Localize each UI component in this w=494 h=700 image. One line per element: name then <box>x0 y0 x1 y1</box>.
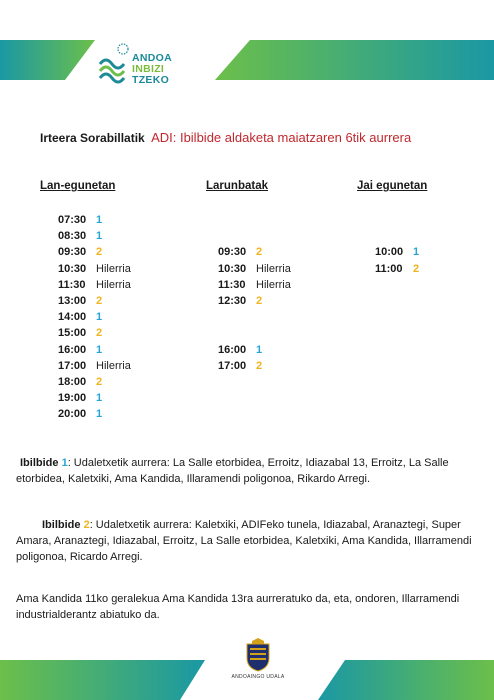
departure-time: 17:00 <box>58 359 87 372</box>
route-marker: 1 <box>413 246 420 259</box>
schedule-row <box>58 212 131 228</box>
departure-time: 13:00 <box>58 294 87 307</box>
schedule-row <box>58 406 131 422</box>
departure-time: 11:30 <box>218 278 246 291</box>
departure-time: 10:30 <box>218 262 247 275</box>
schedule-row <box>58 342 131 358</box>
top-decorative-band <box>0 40 494 80</box>
schedule-row <box>218 244 291 260</box>
departure-time: 09:30 <box>58 246 87 259</box>
schedule-row <box>58 309 131 325</box>
schedule-row <box>218 261 291 277</box>
logo-wordmark <box>132 53 172 86</box>
schedule-row <box>218 342 291 358</box>
route-marker: Hilerria <box>96 262 131 275</box>
schedule-row <box>218 358 291 374</box>
route-marker: 1 <box>96 343 103 356</box>
weekdays-header: Lan-egunetan <box>40 180 116 192</box>
departure-time: 18:00 <box>58 375 87 388</box>
schedule-row <box>218 293 291 309</box>
route-change-notice: ADI: Ibilbide aldaketa maiatzaren 6tik aurrera <box>151 130 412 145</box>
departure-time: 12:30 <box>218 294 247 307</box>
departure-time: 11:00 <box>375 262 403 275</box>
departure-time: 07:30 <box>58 214 87 226</box>
departure-time: 19:00 <box>58 392 87 405</box>
departure-time: 11:30 <box>58 278 86 291</box>
route-marker: 2 <box>96 375 103 388</box>
route-marker: 1 <box>256 343 263 356</box>
schedule-row <box>375 261 419 277</box>
holidays-schedule <box>375 244 419 276</box>
route-marker: 1 <box>96 214 103 226</box>
schedule-row <box>58 277 131 293</box>
route-marker: 2 <box>256 246 263 259</box>
route-marker: 2 <box>256 294 263 307</box>
route-2-text: : Udaletxetik aurrera: Kaletxiki, ADIFeko tunela, Idiazabal, Aranaztegi, Super Amara, Aranaztegi, Idiazabal, Erroitz, La Salle etorbidea, Kaletxiki, Ama Kandida, Illarramendi poligonoa, Ricardo Arregi. <box>16 519 472 563</box>
route-marker: 2 <box>96 246 103 259</box>
departure-time: 10:00 <box>375 246 404 259</box>
departure-label: Irteera Sorabillatik <box>40 131 145 145</box>
departure-time: 08:30 <box>58 230 87 243</box>
schedule-row <box>218 309 291 325</box>
departure-time: 09:30 <box>218 246 247 259</box>
departure-time: 16:00 <box>218 343 247 356</box>
route-marker: Hilerria <box>256 262 291 275</box>
route-marker: 1 <box>96 230 103 243</box>
schedule-row <box>375 244 419 260</box>
departure-time: 10:30 <box>58 262 87 275</box>
route-2-label: Ibilbide <box>42 519 81 531</box>
schedule-row <box>58 261 131 277</box>
route-1-label: Ibilbide <box>20 457 59 469</box>
logo-line-2: INBIZI <box>132 63 165 75</box>
route-marker: 2 <box>413 262 420 275</box>
schedule-row <box>58 390 131 406</box>
route-marker: 2 <box>96 294 103 307</box>
route-marker: 1 <box>96 408 103 421</box>
saturdays-schedule <box>218 244 291 374</box>
departure-time: 14:00 <box>58 311 87 324</box>
stop-change-note: Ama Kandida 11ko geralekua Ama Kandida 13ra aurreratuko da, eta, ondoren, Illarramendi industrialderantz abiatuko da. <box>16 593 460 621</box>
departure-time: 15:00 <box>58 327 87 340</box>
route-1-number: 1 <box>61 457 68 469</box>
route-marker: 1 <box>96 311 103 324</box>
logo-line-3: TZEKO <box>132 74 170 86</box>
route-marker: 2 <box>256 359 263 372</box>
weekdays-schedule <box>58 212 131 422</box>
route-marker: 2 <box>96 327 103 340</box>
route-1-description <box>16 455 476 487</box>
schedule-row <box>218 325 291 341</box>
page-heading <box>40 130 411 145</box>
route-2-number: 2 <box>83 519 90 531</box>
saturdays-header: Larunbatak <box>206 180 268 192</box>
route-1-text: : Udaletxetik aurrera: La Salle etorbidea, Erroitz, Idiazabal 13, Erroitz, La Salle etorbidea, Kaletxiki, Ama Kandida, Illaramendi poligonoa, Rikardo Arregi. <box>16 457 449 485</box>
schedule-row <box>218 277 291 293</box>
departure-time: 16:00 <box>58 343 87 356</box>
holidays-header: Jai egunetan <box>357 180 428 192</box>
municipality-name: ANDOAINGO UDALA <box>231 674 285 680</box>
schedule-row <box>58 228 131 244</box>
route-marker: Hilerria <box>96 359 131 372</box>
schedule-row <box>58 293 131 309</box>
departure-time: 20:00 <box>58 408 87 421</box>
schedule-row <box>58 374 131 390</box>
departure-time: 17:00 <box>218 359 247 372</box>
route-2-description <box>16 517 478 565</box>
schedule-row <box>58 325 131 341</box>
andoain-crest-icon <box>244 638 272 672</box>
route-marker: Hilerria <box>96 278 131 291</box>
schedule-row <box>58 244 131 260</box>
schedule-row <box>58 358 131 374</box>
route-marker: Hilerria <box>256 278 291 291</box>
route-marker: 1 <box>96 392 103 405</box>
logo-line-1: ANDOA <box>132 52 172 64</box>
